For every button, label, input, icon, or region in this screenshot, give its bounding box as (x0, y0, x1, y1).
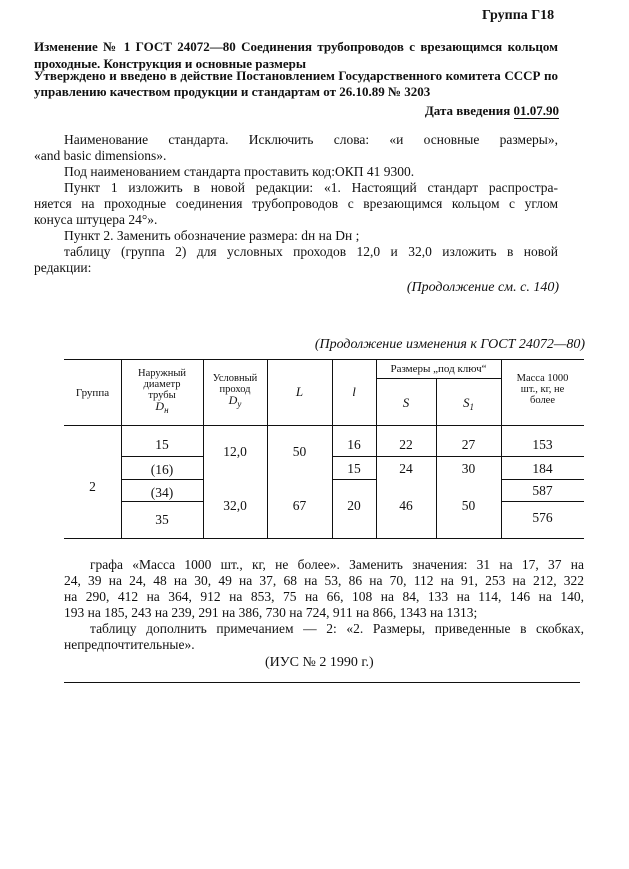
cell-S1: 50 (461, 498, 476, 513)
a1-line1: графа «Масса 1000 шт., кг, не более». Заменить значения: 31 на 17, 37 на (90, 557, 584, 572)
cell-d: 15 (155, 437, 169, 452)
cell-S: 22 (399, 437, 413, 452)
cell-l: 15 (347, 461, 361, 476)
header-wrench-sizes: Размеры „под ключ“ (390, 363, 487, 375)
cell-L: 50 (292, 444, 307, 459)
p5-line1: таблицу (группа 2) для условных проходов 12,0 и 32,0 изложить в новой (64, 244, 558, 259)
row-separator (501, 501, 584, 502)
cell-mass: 576 (532, 510, 553, 525)
row-separator (332, 479, 376, 480)
header-nominal-l1: Условный (212, 373, 258, 384)
effective-date-value: 01.07.90 (513, 103, 559, 118)
row-separator (501, 479, 584, 480)
ius-reference: (ИУС № 2 1990 г.) (265, 655, 374, 670)
a1-line3: на 290, 412 на 364, 912 на 853, 75 на 66, 108 на 84, 133 на 114, 146 на 140, (64, 589, 584, 604)
header-S: S (402, 395, 410, 410)
header-outer-diameter-l2: диаметр (143, 379, 181, 390)
header-mass-l1: Масса 1000 (516, 373, 569, 384)
change-title: Изменение № 1 ГОСТ 24072—80 Соединения трубопроводов с врезающимся кольцом проходные. Конструкция и основные размеры (34, 39, 558, 71)
cell-d: (16) (150, 462, 174, 477)
header-outer-diameter-symbol (121, 401, 203, 416)
effective-date-label: Дата введения (424, 103, 511, 118)
symbol-D: D (228, 393, 238, 407)
header-mass-l2: шт., кг, не (520, 384, 565, 395)
cell-S: 24 (399, 461, 413, 476)
a1-line4: 193 на 185, 243 на 239, 291 на 386, 730 на 724, 911 на 866, 1343 на 1313; (64, 605, 478, 620)
header-L: L (295, 384, 304, 399)
cell-mass: 153 (532, 437, 553, 452)
cell-dy: 32,0 (223, 498, 247, 513)
header-l: l (352, 384, 356, 399)
cell-mass: 184 (532, 461, 553, 476)
symbol-D: D (155, 399, 165, 413)
continued-see: (Продолжение см. с. 140) (406, 280, 559, 295)
header-group: Группа (75, 387, 110, 399)
a1-line2: 24, 39 на 24, 48 на 30, 49 на 37, 68 на 53, 86 на 70, 112 на 91, 253 на 212, 322 (64, 573, 584, 588)
continued-change: (Продолжение изменения к ГОСТ 24072—80) (314, 337, 585, 352)
symbol-S: S (463, 395, 470, 410)
symbol-sub: 1 (469, 402, 474, 412)
cell-S: 46 (399, 498, 413, 513)
row-separator (332, 456, 501, 457)
symbol-sub: у (237, 399, 242, 409)
table-top-rule (64, 359, 584, 360)
header-nominal-bore (203, 373, 267, 410)
header-outer-diameter (121, 368, 203, 416)
symbol-sub: н (164, 405, 169, 415)
table-header-rule (64, 425, 584, 426)
row-separator (121, 456, 203, 457)
header-outer-diameter-l1: Наружный (137, 368, 186, 379)
cell-dy: 12,0 (223, 444, 247, 459)
effective-date (425, 103, 559, 119)
table-bottom-rule (64, 538, 584, 539)
header-nominal-l2: проход (219, 384, 251, 395)
cell-L: 67 (292, 498, 307, 513)
cell-d: 35 (155, 512, 169, 527)
p5-line2: редакции: (34, 260, 92, 275)
header-nominal-symbol (203, 395, 267, 410)
p1-line1: Наименование стандарта. Исключить слова: «и основные размеры», (64, 132, 558, 147)
p3-line1: Пункт 1 изложить в новой редакции: «1. Настоящий стандарт распростра- (64, 180, 558, 195)
p1-line2: «and basic dimensions». (34, 148, 167, 163)
row-separator (501, 456, 584, 457)
header-S1 (436, 397, 501, 413)
header-outer-diameter-l3: трубы (148, 390, 176, 401)
cell-mass: 587 (532, 483, 553, 498)
p2: Под наименованием стандарта проставить код:ОКП 41 9300. (64, 164, 415, 179)
cell-l: 20 (347, 498, 361, 513)
end-rule (64, 682, 580, 683)
approval-statement: Утверждено и введено в действие Постановлением Государственного комитета СССР по управлению качеством продукции и стандартам от 26.10.89 № 3203 (34, 68, 558, 99)
wrench-header-rule (376, 378, 501, 379)
p3-line3: конуса штуцера 24°». (34, 212, 158, 227)
a2-line2: непредпочтительные». (64, 637, 195, 652)
p3-line2: няется на проходные соединения трубопроводов с врезающимся кольцом с углом (34, 196, 558, 211)
cell-S1: 30 (461, 461, 476, 476)
cell-l: 16 (347, 437, 361, 452)
header-mass (501, 373, 584, 406)
row-separator (121, 501, 203, 502)
header-mass-l3: более (529, 395, 555, 406)
p4: Пункт 2. Заменить обозначение размера: dн на Dн ; (64, 228, 360, 243)
group-label: Группа Г18 (482, 8, 555, 23)
a2-line1: таблицу дополнить примечанием — 2: «2. Размеры, приведенные в скобках, (90, 621, 584, 636)
cell-d: (34) (150, 485, 174, 500)
row-separator (121, 479, 203, 480)
cell-S1: 27 (461, 437, 476, 452)
group-value: 2 (89, 479, 96, 494)
